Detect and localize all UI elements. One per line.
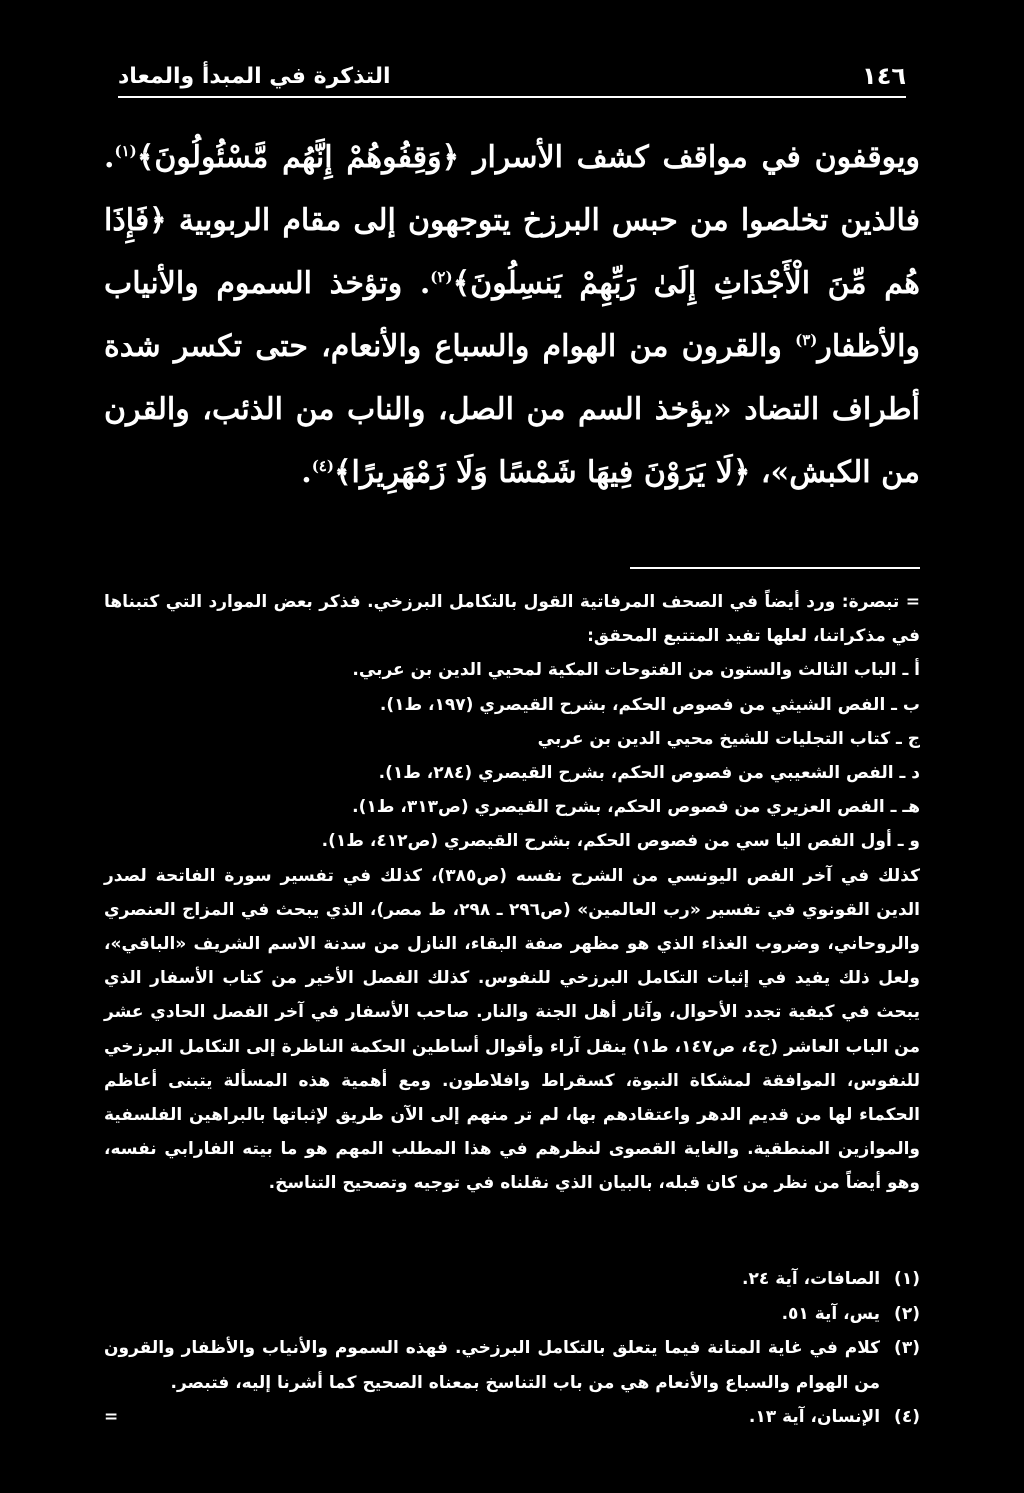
continued-note [104,585,920,1201]
footnote-ref: (٤) [311,457,334,475]
page-header [118,56,906,96]
footnote-number: (٣) [894,1338,920,1358]
footnote [104,1331,920,1400]
continuation-mark: = [104,1407,119,1427]
note-item: د ـ الفص الشعيبي من فصوص الحكم، بشرح القيصري (٢٨٤، ط١). [378,763,920,784]
footnote-number: (٢) [894,1303,920,1324]
note-body: كذلك في آخر الفص اليونسي من الشرح نفسه (ص٣٨٥)، كذلك في تفسير سورة الفاتحة لصدر الدين القونوي في تفسير «رب العالمين» (ص٢٩٦ ـ ٢٩٨، ط مصر)، الذي يبحث في المزاج العنصري والروحاني، وضروب الغذاء الذي هو مظهر صفة البقاء، النازل من سدنة الاسم الشريف «الباقي»، ولعل ذلك يفيد في إثبات التكامل البرزخي للنفوس. كذلك الفصل الأخير من كتاب الأسفار الذي يبحث في كيفية تجدد الأحوال، وآثار أهل الجنة والنار. صاحب الأسفار في آخر الفصل الحادي عشر من الباب العاشر (ج٤، ص١٤٧، ط١) ينقل آراء وأقوال أساطين الحكمة الناظرة إلى التكامل البرزخي للنفوس، الموافقة لمشكاة النبوة، كسقراط وافلاطون. ومع أهمية هذه المسألة يتبنى أعاظم الحكماء لها من قديم الدهر واعتقادهم بها، لم تر منهم إلى الآن طريق لإثباتها بالبراهين الفلسفية والموازين المنطقية. والغاية القصوى لنظرهم في هذا المطلب المهم هو ما بيته الفارابي نفسه، وهو أيضاً من نظر من كان قبله، بالبيان الذي نقلناه في توجيه وتصحيح التناسخ. [104,865,920,1194]
footnote [104,1297,920,1332]
footnotes [104,1262,920,1435]
main-text-part: . وتؤخذ السموم والأنياب والأظفار [104,266,920,364]
main-text-part: . [301,455,312,490]
note-item: أ ـ الباب الثالث والستون من الفتوحات المكية لمحيي الدين بن عربي. [352,660,920,681]
main-text-part: ويوقفون في مواقف كشف الأسرار [472,140,920,175]
running-title: التذكرة في المبدأ والمعاد [118,63,391,89]
page-number: ١٤٦ [862,62,906,90]
footnote-number: (١) [894,1269,920,1289]
note-item: ب ـ الفص الشيثي من فصوص الحكم، بشرح القيصري (١٩٧، ط١). [379,694,920,715]
footnote-number: (٤) [894,1407,920,1427]
main-text-part: والقرون من الهوام والسباع والأنعام، حتى تكسر شدة أطراف التضاد «يؤخذ السم من الصل، والناب من الذئب، والقرن من الكبش»، [104,329,920,490]
footnote-ref: (١) [114,142,137,160]
main-text [104,126,920,504]
footnote-ref: (٢) [430,268,453,286]
header-rule [118,96,906,98]
footnote-text: يس، آية ٥١. [781,1303,881,1324]
main-text-part: . فالذين تخلصوا من حبس البرزخ يتوجهون إلى مقام الربوبية [104,140,920,238]
note-item: و ـ أول الفص اليا سي من فصوص الحكم، بشرح القيصري (ص٤١٢، ط١). [321,831,920,852]
footnote-text: كلام في غاية المتانة فيما يتعلق بالتكامل البرزخي. فهذه السموم والأنياب والأظفار والقرون من الهوام والسباع والأنعام هي من باب التناسخ بمعناه الصحيح كما أشرنا إليه، فتبصر. [104,1338,881,1393]
quran-verse: ﴿فَإِذَا هُم مِّنَ الْأَجْدَاثِ إِلَىٰ رَبِّهِمْ يَنسِلُونَ﴾ [104,203,920,301]
footnote-divider [630,567,920,569]
quran-verse: ﴿وَقِفُوهُمْ إِنَّهُم مَّسْئُولُونَ﴾ [136,140,460,175]
footnote-text: الصافات، آية ٢٤. [742,1269,881,1289]
note-item: هـ ـ الفص العزيري من فصوص الحكم، بشرح القيصري (ص٣١٣، ط١). [352,797,920,818]
footnote [104,1262,920,1297]
quran-verse: ﴿لَا يَرَوْنَ فِيهَا شَمْسًا وَلَا زَمْهَرِيرًا﴾ [333,455,751,490]
footnote-text: الإنسان، آية ١٣. [748,1407,881,1427]
footnote [104,1400,920,1435]
main-paragraph [104,126,920,504]
footnote-ref: (٣) [795,331,818,349]
note-item: ج ـ كتاب التجليات للشيخ محيي الدين بن عربي [537,728,920,749]
note-intro: = تبصرة: ورد أيضاً في الصحف المرفاتية القول بالتكامل البرزخي. فذكر بعض الموارد التي كتبناها في مذكراتنا، لعلها تفيد المتتبع المحقق: [104,592,920,647]
